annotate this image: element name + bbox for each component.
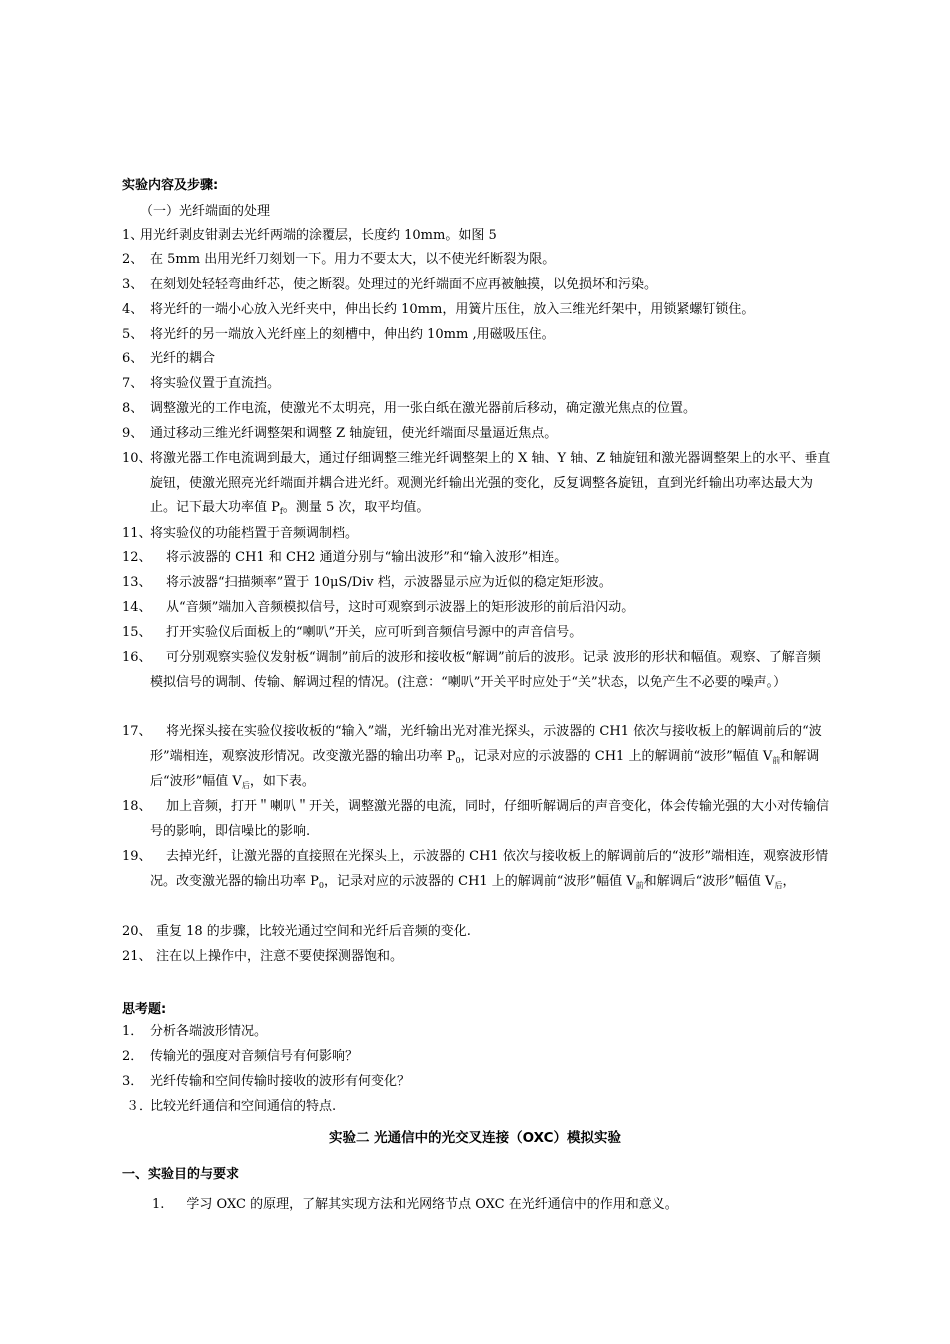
step-text: 可分别观察实验仪发射板“调制”前后的波形和接收板“解调”前后的波形。记录 波形的形状和幅值。观察、了解音频模拟信号的调制、传输、解调过程的情况。(注意：“喇叭”开关平时应处于“关”状态，以免产生不必要的噪声。）	[150, 650, 821, 690]
question-number: ３．	[126, 1099, 153, 1114]
step-18	[122, 795, 832, 844]
step-number: 2、	[122, 252, 144, 267]
step-16	[122, 646, 832, 695]
step-text: 打开实验仪后面板上的“喇叭”开关，应可听到音频信号源中的声音信号。	[166, 625, 583, 640]
step-number: 8、	[122, 401, 144, 416]
step-number: 4、	[122, 302, 144, 317]
step-text: 去掉光纤，让激光器的直接照在光探头上，示波器的 CH1 依次与接收板上的解调前后的“波形”端相连，观察波形情况。改变激光器的输出功率 P	[150, 849, 829, 889]
subscript: 0	[455, 755, 461, 765]
question-number: 1．	[122, 1024, 144, 1039]
step-text-tail: ，	[782, 873, 796, 889]
step-text-tail: 。测量 5 次，取平均值。	[282, 500, 430, 515]
step-number: 15、	[122, 625, 152, 640]
question-number: 3．	[122, 1074, 144, 1089]
question-number: 2．	[122, 1049, 144, 1064]
step-text: 将示波器“扫描频率”置于 10μS/Div 档，示波器显示应为近似的稳定矩形波。	[166, 575, 612, 590]
step-number: 17、	[122, 724, 152, 739]
question-text: 传输光的强度对音频信号有何影响？	[150, 1049, 359, 1064]
step-number: 19、	[122, 849, 152, 864]
step-6	[122, 347, 832, 372]
step-text: 调整激光的工作电流，使激光不太明亮，用一张白纸在激光器前后移动，确定激光焦点的位置。	[150, 401, 697, 416]
subscript: 前	[772, 755, 781, 765]
step-text: 重复 18 的步骤，比较光通过空间和光纤后音频的变化.	[156, 924, 471, 939]
subheading: （一）光纤端面的处理	[140, 204, 271, 219]
step-20	[122, 920, 832, 945]
subscript: f	[279, 507, 283, 516]
step-number: 10、	[122, 451, 152, 466]
subscript: 后	[241, 781, 250, 790]
step-13	[122, 571, 832, 596]
question-4	[126, 1095, 836, 1120]
subscript: 前	[635, 880, 644, 890]
step-number: 13、	[122, 575, 152, 590]
step-19	[122, 845, 832, 895]
step-14	[122, 596, 832, 621]
question-text: 光纤传输和空间传输时接收的波形有何变化？	[150, 1074, 411, 1089]
question-3	[122, 1070, 832, 1095]
step-2	[122, 248, 832, 273]
objective-text: 学习 OXC 的原理，了解其实现方法和光网络节点 OXC 在光纤通信中的作用和意义。	[186, 1197, 678, 1212]
step-9	[122, 422, 832, 447]
step-21	[122, 945, 832, 970]
experiment-title: 实验二 光通信中的光交叉连接（OXC）模拟实验	[328, 1130, 622, 1146]
step-4	[122, 298, 832, 323]
step-5	[122, 323, 832, 348]
question-text: 比较光纤通信和空间通信的特点.	[150, 1099, 337, 1114]
step-text: 在 5mm 出用光纤刀刻划一下。用力不要太大，以不使光纤断裂为限。	[150, 252, 556, 267]
step-number: 7、	[122, 376, 144, 391]
step-number: 3、	[122, 277, 144, 292]
step-17	[122, 720, 832, 796]
step-number: 20、	[122, 924, 152, 939]
step-number: 5、	[122, 327, 144, 342]
step-number: 6、	[122, 351, 144, 366]
question-1	[122, 1020, 832, 1045]
step-text: 将示波器的 CH1 和 CH2 通道分别与“输出波形”和“输入波形”相连。	[166, 550, 568, 565]
step-11	[122, 522, 832, 547]
subscript: 后	[774, 880, 783, 890]
step-text: 注在以上操作中，注意不要使探测器饱和。	[156, 949, 404, 964]
step-number: 21、	[122, 949, 152, 964]
step-8	[122, 397, 832, 422]
questions-heading: 思考题:	[122, 1002, 167, 1017]
step-15	[122, 621, 832, 646]
objective-number: 1.	[152, 1197, 165, 1212]
step-text: 在刻划处轻轻弯曲纤芯，使之断裂。处理过的光纤端面不应再被触摸，以免损坏和污染。	[150, 277, 658, 292]
step-text: 用光纤剥皮钳剥去光纤两端的涂覆层，长度约 10mm。如图 5	[140, 228, 497, 243]
section1-heading: 一、实验目的与要求	[122, 1167, 240, 1182]
question-text: 分析各端波形情况。	[150, 1024, 268, 1039]
step-text: 将光纤的一端小心放入光纤夹中，伸出长约 10mm，用簧片压住，放入三维光纤架中，用锁紧螺钉锁住。	[150, 302, 755, 317]
step-number: 14、	[122, 600, 152, 615]
step-text-tail: ，记录对应的示波器的 CH1 上的解调前“波形”幅值 V	[323, 873, 636, 889]
step-number: 1、	[122, 228, 144, 243]
step-text: 通过移动三维光纤调整架和调整 Z 轴旋钮，使光纤端面尽量逼近焦点。	[150, 426, 558, 441]
step-12	[122, 546, 832, 571]
objective-1	[152, 1197, 678, 1213]
step-text-tail: ，记录对应的示波器的 CH1 上的解调前“波形”幅值 V	[460, 748, 773, 764]
step-7	[122, 372, 832, 397]
step-text: 从“音频”端加入音频模拟信号，这时可观察到示波器上的矩形波形的前后沿闪动。	[166, 600, 635, 615]
step-text: 将光探头接在实验仪接收板的“输入”端，光纤输出光对准光探头，示波器的 CH1 依次与接收板上的解调前后的“波形”端相连，观察波形情况。改变激光器的输出功率 P	[150, 724, 822, 764]
step-text: 将激光器工作电流调到最大，通过仔细调整三维光纤调整架上的 X 轴、Y 轴、Z 轴旋钮和激光器调整架上的水平、垂直旋钮，使激光照亮光纤端面并耦合进光纤。观测光纤输出光强的变化，反复调整各旋钮，直到光纤输出功率达最大为止。记下最大功率值 P	[150, 451, 831, 515]
step-text-tail: ，如下表。	[249, 774, 315, 789]
subscript: 0	[318, 880, 324, 890]
section-heading: 实验内容及步骤:	[122, 178, 219, 193]
step-number: 16、	[122, 650, 152, 665]
step-3	[122, 273, 832, 298]
step-text: 加上音频，打开＂喇叭＂开关，调整激光器的电流，同时，仔细听解调后的声音变化，体会传输光强的大小对传输信号的影响，即信噪比的影响.	[150, 799, 830, 839]
step-text-tail: 和解调后“波形”幅值 V	[150, 748, 820, 789]
step-text: 将光纤的另一端放入光纤座上的刻槽中，伸出约 10mm ,用磁吸压住。	[150, 327, 555, 342]
step-number: 9、	[122, 426, 144, 441]
step-10	[122, 447, 832, 522]
step-text: 光纤的耦合	[150, 351, 216, 366]
question-2	[122, 1045, 832, 1070]
step-1	[122, 224, 832, 249]
step-text: 将实验仪的功能档置于音频调制档。	[150, 526, 359, 541]
step-number: 18、	[122, 799, 152, 814]
step-number: 12、	[122, 550, 152, 565]
step-text-tail: 和解调后“波形”幅值 V	[643, 873, 775, 889]
step-number: 11、	[122, 526, 152, 541]
step-text: 将实验仪置于直流挡。	[150, 376, 281, 391]
